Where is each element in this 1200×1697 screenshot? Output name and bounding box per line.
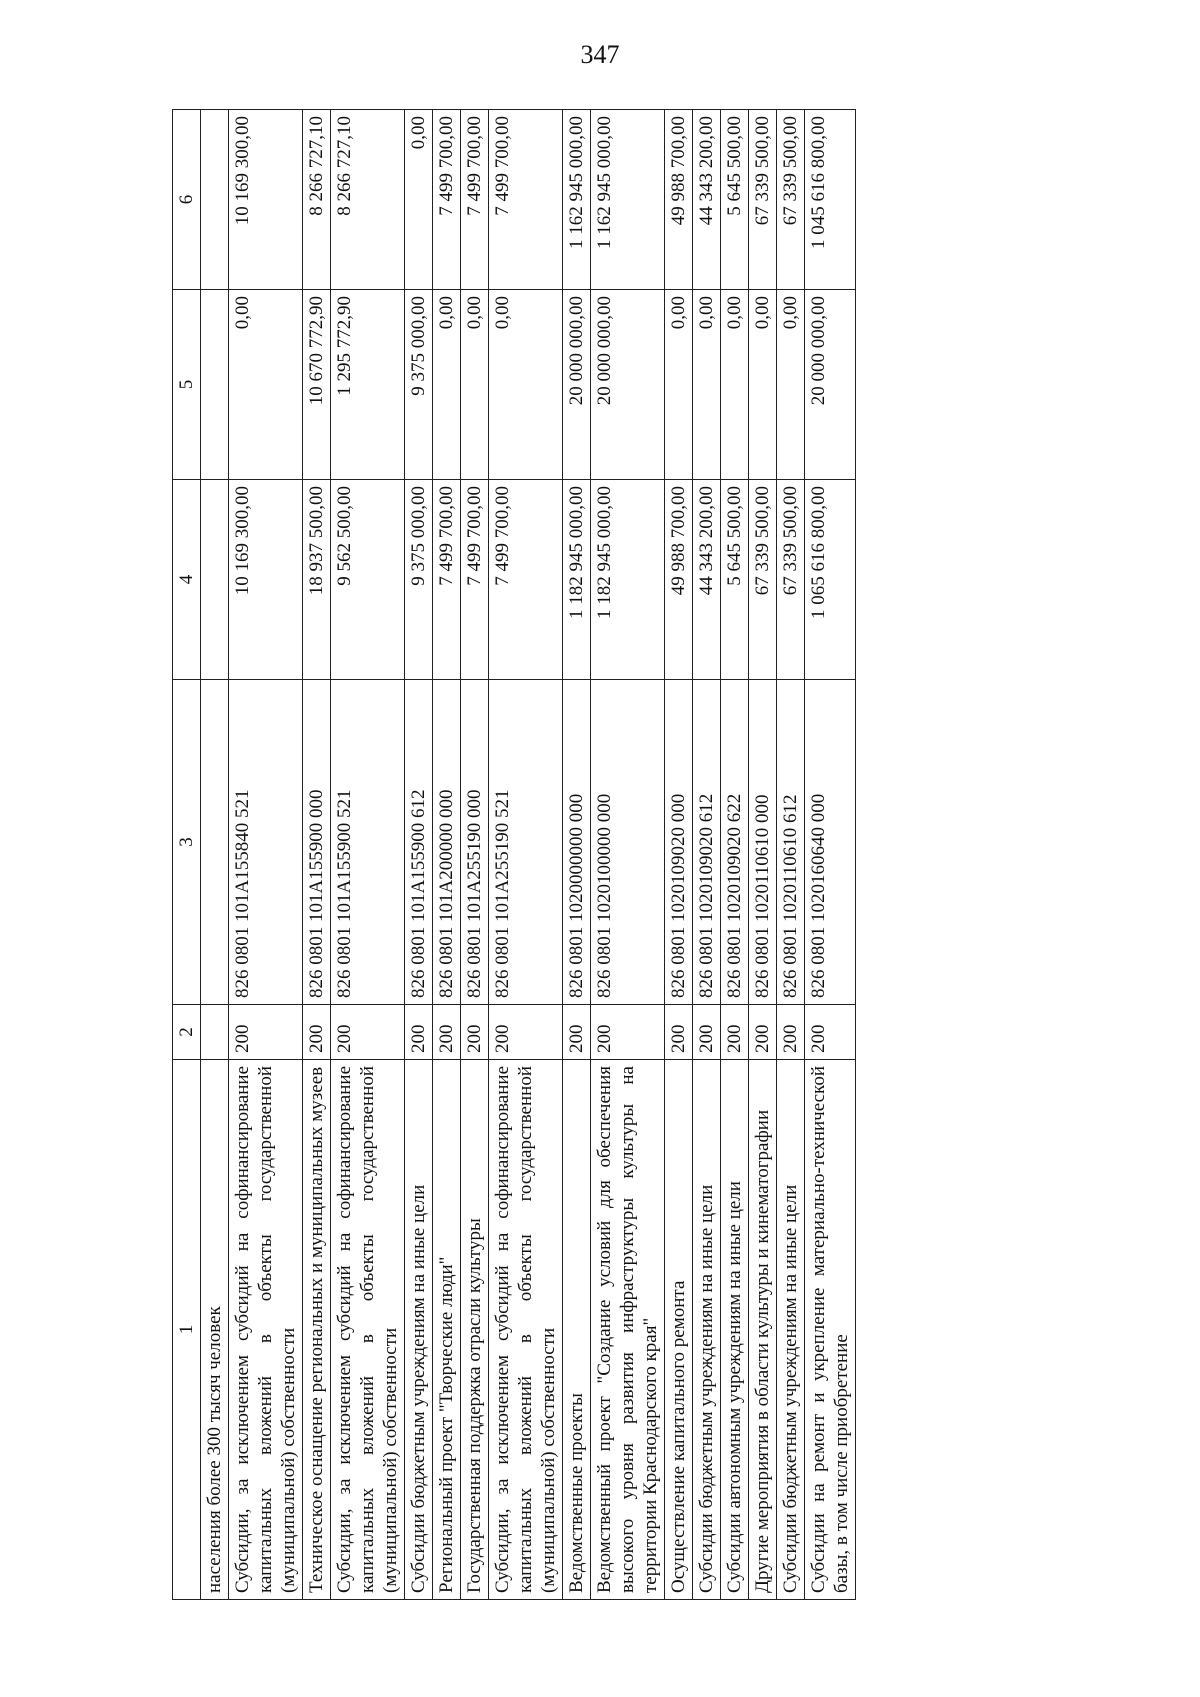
- admin-code: 200: [433, 1005, 461, 1060]
- amount-column-5: 10 670 772,90: [303, 290, 331, 480]
- total-amount: 67 339 500,00: [777, 480, 805, 680]
- budget-code: 826 0801 101A155900 000: [303, 680, 331, 1005]
- table-row: [433, 110, 461, 1600]
- amount-column-5: 9 375 000,00: [405, 290, 433, 480]
- table-row: [229, 110, 303, 1600]
- budget-code: 826 0801 1020109020 612: [693, 680, 721, 1005]
- amount-column-5: 1 295 772,90: [331, 290, 405, 480]
- amount-column-6: 44 343 200,00: [693, 110, 721, 290]
- amount-column-5: 20 000 000,00: [805, 290, 856, 480]
- table-row: [721, 110, 749, 1600]
- budget-code: 826 0801 1020100000 000: [591, 680, 665, 1005]
- amount-column-6: 8 266 727,10: [331, 110, 405, 290]
- total-amount: 9 375 000,00: [405, 480, 433, 680]
- amount-column-5: 20 000 000,00: [563, 290, 591, 480]
- table-row: [461, 110, 489, 1600]
- column-number: 6: [173, 110, 201, 290]
- amount-column-6: 1 162 945 000,00: [591, 110, 665, 290]
- amount-column-5: 0,00: [489, 290, 563, 480]
- amount-column-5: 20 000 000,00: [591, 290, 665, 480]
- admin-code: 200: [749, 1005, 777, 1060]
- admin-code: 200: [489, 1005, 563, 1060]
- budget-code: 826 0801 101A155840 521: [229, 680, 303, 1005]
- table-row: [749, 110, 777, 1600]
- budget-code: 826 0801 101A255190 521: [489, 680, 563, 1005]
- row-name: Осуществление капитального ремонта: [665, 1060, 693, 1600]
- total-amount: 10 169 300,00: [229, 480, 303, 680]
- admin-code: 200: [721, 1005, 749, 1060]
- table-row: [777, 110, 805, 1600]
- admin-code: 200: [331, 1005, 405, 1060]
- row-name: Государственная поддержка отрасли культуры: [461, 1060, 489, 1600]
- admin-code: 200: [665, 1005, 693, 1060]
- total-amount: 1 065 616 800,00: [805, 480, 856, 680]
- budget-code: 826 0801 101A155900 521: [331, 680, 405, 1005]
- empty-cell: [201, 480, 229, 680]
- total-amount: 1 182 945 000,00: [563, 480, 591, 680]
- table-row: [591, 110, 665, 1600]
- column-number: 1: [173, 1060, 201, 1600]
- budget-code: 826 0801 1020160640 000: [805, 680, 856, 1005]
- admin-code: 200: [229, 1005, 303, 1060]
- amount-column-5: 0,00: [229, 290, 303, 480]
- row-name: Субсидии автономным учреждениям на иные цели: [721, 1060, 749, 1600]
- row-name: Субсидии, за исключением субсидий на софинансирование капитальных вложений в объекты государственной (муниципальной) собственности: [489, 1060, 563, 1600]
- table-row: [665, 110, 693, 1600]
- total-amount: 67 339 500,00: [749, 480, 777, 680]
- amount-column-6: 7 499 700,00: [489, 110, 563, 290]
- amount-column-6: 10 169 300,00: [229, 110, 303, 290]
- budget-code: 826 0801 1020110610 000: [749, 680, 777, 1005]
- total-amount: 49 988 700,00: [665, 480, 693, 680]
- budget-code: 826 0801 101A200000 000: [433, 680, 461, 1005]
- budget-code: 826 0801 1020000000 000: [563, 680, 591, 1005]
- budget-code: 826 0801 1020109020 622: [721, 680, 749, 1005]
- column-number: 2: [173, 1005, 201, 1060]
- budget-code: 826 0801 1020110610 612: [777, 680, 805, 1005]
- total-amount: 7 499 700,00: [433, 480, 461, 680]
- total-amount: 7 499 700,00: [461, 480, 489, 680]
- amount-column-5: 0,00: [693, 290, 721, 480]
- budget-code: 826 0801 101A155900 612: [405, 680, 433, 1005]
- row-name: Субсидии бюджетным учреждениям на иные цели: [693, 1060, 721, 1600]
- rotated-table-frame: [172, 110, 1110, 1600]
- budget-table: [172, 109, 856, 1600]
- row-name: Техническое оснащение региональных и муниципальных музеев: [303, 1060, 331, 1600]
- continued-row: [201, 110, 229, 1600]
- amount-column-5: 0,00: [433, 290, 461, 480]
- row-name: Субсидии, за исключением субсидий на софинансирование капитальных вложений в объекты государственной (муниципальной) собственности: [229, 1060, 303, 1600]
- amount-column-6: 5 645 500,00: [721, 110, 749, 290]
- total-amount: 9 562 500,00: [331, 480, 405, 680]
- amount-column-6: 8 266 727,10: [303, 110, 331, 290]
- admin-code: 200: [461, 1005, 489, 1060]
- continued-text: населения более 300 тысяч человек: [201, 1060, 229, 1600]
- table-row: [303, 110, 331, 1600]
- amount-column-6: 67 339 500,00: [777, 110, 805, 290]
- admin-code: 200: [405, 1005, 433, 1060]
- table-row: [805, 110, 856, 1600]
- empty-cell: [201, 110, 229, 290]
- table-row: [489, 110, 563, 1600]
- row-name: Субсидии на ремонт и укрепление материально-технической базы, в том числе приобретение: [805, 1060, 856, 1600]
- admin-code: 200: [591, 1005, 665, 1060]
- budget-code: 826 0801 1020109020 000: [665, 680, 693, 1005]
- row-name: Региональный проект "Творческие люди": [433, 1060, 461, 1600]
- amount-column-6: 7 499 700,00: [461, 110, 489, 290]
- admin-code: 200: [805, 1005, 856, 1060]
- admin-code: 200: [303, 1005, 331, 1060]
- page-number: 347: [580, 40, 620, 69]
- row-name: Ведомственные проекты: [563, 1060, 591, 1600]
- admin-code: 200: [777, 1005, 805, 1060]
- budget-code: 826 0801 101A255190 000: [461, 680, 489, 1005]
- table-container: [172, 110, 1110, 1600]
- column-number: 3: [173, 680, 201, 1005]
- amount-column-5: 0,00: [665, 290, 693, 480]
- empty-cell: [201, 1005, 229, 1060]
- admin-code: 200: [693, 1005, 721, 1060]
- amount-column-6: 0,00: [405, 110, 433, 290]
- amount-column-5: 0,00: [749, 290, 777, 480]
- amount-column-6: 7 499 700,00: [433, 110, 461, 290]
- table-row: [405, 110, 433, 1600]
- row-name: Субсидии бюджетным учреждениям на иные цели: [777, 1060, 805, 1600]
- table-row: [331, 110, 405, 1600]
- total-amount: 1 182 945 000,00: [591, 480, 665, 680]
- column-number: 5: [173, 290, 201, 480]
- empty-cell: [201, 290, 229, 480]
- row-name: Субсидии бюджетным учреждениям на иные цели: [405, 1060, 433, 1600]
- column-number-row: [173, 110, 201, 1600]
- amount-column-6: 49 988 700,00: [665, 110, 693, 290]
- amount-column-5: 0,00: [461, 290, 489, 480]
- total-amount: 18 937 500,00: [303, 480, 331, 680]
- amount-column-5: 0,00: [721, 290, 749, 480]
- table-row: [563, 110, 591, 1600]
- total-amount: 44 343 200,00: [693, 480, 721, 680]
- amount-column-6: 1 162 945 000,00: [563, 110, 591, 290]
- total-amount: 7 499 700,00: [489, 480, 563, 680]
- row-name: Ведомственный проект "Создание условий для обеспечения высокого уровня развития инфраструктуры культуры на территории Краснодарского края": [591, 1060, 665, 1600]
- amount-column-6: 1 045 616 800,00: [805, 110, 856, 290]
- admin-code: 200: [563, 1005, 591, 1060]
- row-name: Субсидии, за исключением субсидий на софинансирование капитальных вложений в объекты государственной (муниципальной) собственности: [331, 1060, 405, 1600]
- amount-column-5: 0,00: [777, 290, 805, 480]
- row-name: Другие мероприятия в области культуры и кинематографии: [749, 1060, 777, 1600]
- table-row: [693, 110, 721, 1600]
- amount-column-6: 67 339 500,00: [749, 110, 777, 290]
- total-amount: 5 645 500,00: [721, 480, 749, 680]
- empty-cell: [201, 680, 229, 1005]
- column-number: 4: [173, 480, 201, 680]
